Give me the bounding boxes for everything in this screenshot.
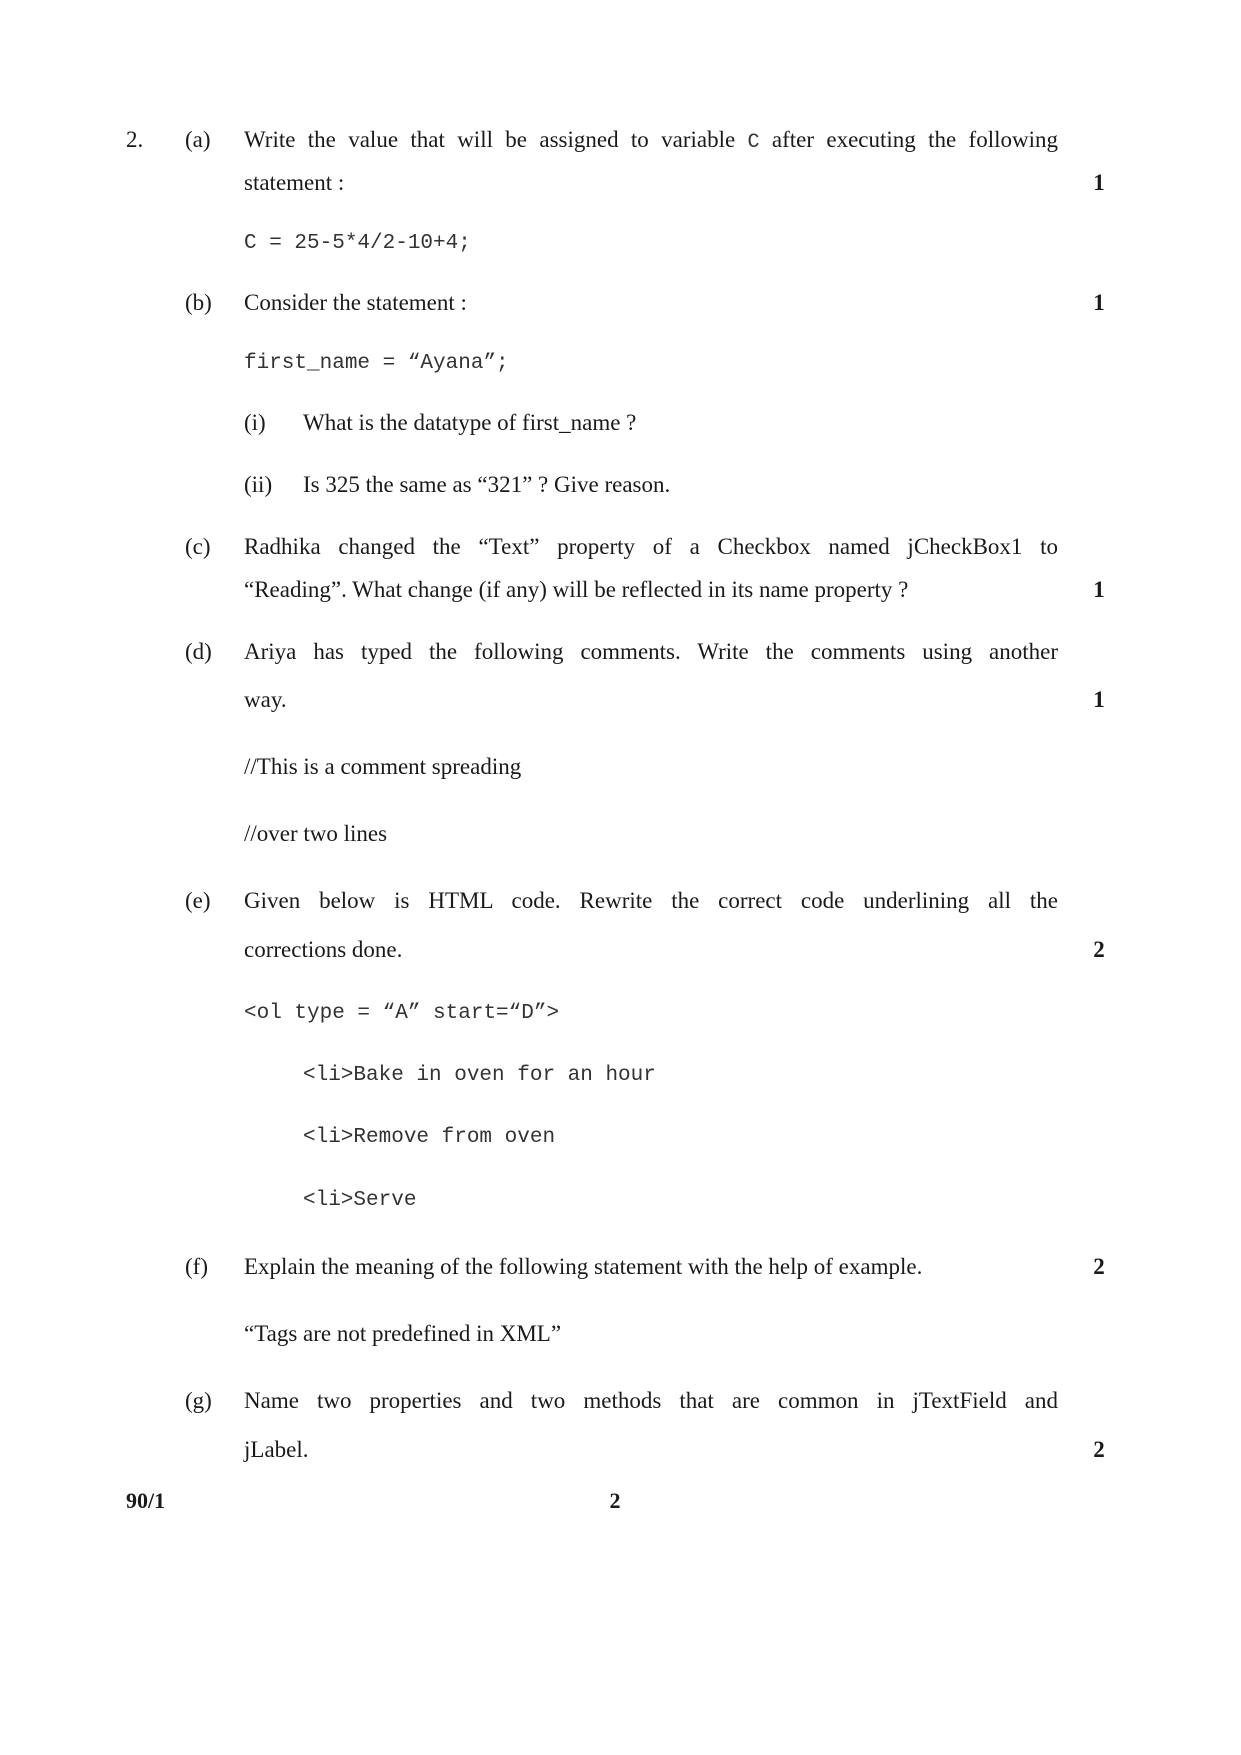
part-a-label: (a) <box>185 127 211 152</box>
part-d-label: (d) <box>185 639 212 664</box>
part-e-marks: 2 <box>1093 937 1105 962</box>
part-b-text: Consider the statement : <box>244 290 467 315</box>
part-b-sub-ii-text: Is 325 the same as “321” ? Give reason. <box>303 472 671 497</box>
part-a-marks: 1 <box>1093 170 1105 195</box>
part-e-line1: Given below is HTML code. Rewrite the correct code underlining all the <box>244 888 1058 913</box>
html-code-line-2: <li>Bake in oven for an hour <box>303 1064 656 1087</box>
part-e-line2: corrections done. <box>244 937 403 962</box>
part-g-marks: 2 <box>1093 1437 1105 1462</box>
part-c-label: (c) <box>185 534 211 559</box>
part-e-label: (e) <box>185 888 211 913</box>
part-d-marks: 1 <box>1093 687 1105 712</box>
part-f-text: Explain the meaning of the following statement with the help of example. <box>244 1254 923 1279</box>
question-number: 2. <box>126 127 144 152</box>
part-d-comment-2: //over two lines <box>244 821 388 846</box>
part-c-line1: Radhika changed the “Text” property of a Checkbox named jCheckBox1 to <box>244 534 1058 559</box>
part-b-sub-ii-label: (ii) <box>244 472 273 497</box>
part-d-line2: way. <box>244 687 287 712</box>
html-code-line-1: <ol type = “A” start=“D”> <box>244 1002 560 1025</box>
part-g-line2: jLabel. <box>244 1437 309 1462</box>
part-d-comment-1: //This is a comment spreading <box>244 754 522 779</box>
part-g-label: (g) <box>185 1388 212 1413</box>
paper-code: 90/1 <box>126 1488 166 1513</box>
html-code-line-4: <li>Serve <box>303 1189 417 1212</box>
part-b-marks: 1 <box>1093 290 1105 315</box>
part-a-line1-post: after executing the following <box>759 127 1058 152</box>
part-a-code: C = 25-5*4/2-10+4; <box>244 232 471 255</box>
part-f-quote: “Tags are not predefined in XML” <box>244 1321 562 1346</box>
part-a-line1 <box>244 126 1058 157</box>
part-b-sub-i-label: (i) <box>244 410 266 435</box>
part-b-code: first_name = “Ayana”; <box>244 352 509 375</box>
part-g-line1: Name two properties and two methods that are common in jTextField and <box>244 1388 1058 1413</box>
part-c-line2: “Reading”. What change (if any) will be reflected in its name property ? <box>244 577 909 602</box>
part-f-label: (f) <box>185 1254 208 1279</box>
page-number: 2 <box>609 1488 621 1513</box>
part-c-marks: 1 <box>1093 577 1105 602</box>
variable-c-inline-code: C <box>747 131 760 154</box>
html-code-line-3: <li>Remove from oven <box>303 1126 556 1149</box>
part-a-line2: statement : <box>244 170 345 195</box>
part-b-label: (b) <box>185 290 212 315</box>
part-b-sub-i-text: What is the datatype of first_name ? <box>303 410 637 435</box>
part-a-line1-pre: Write the value that will be assigned to variable <box>244 127 748 152</box>
part-d-line1: Ariya has typed the following comments. Write the comments using another <box>244 639 1058 664</box>
part-f-marks: 2 <box>1093 1254 1105 1279</box>
